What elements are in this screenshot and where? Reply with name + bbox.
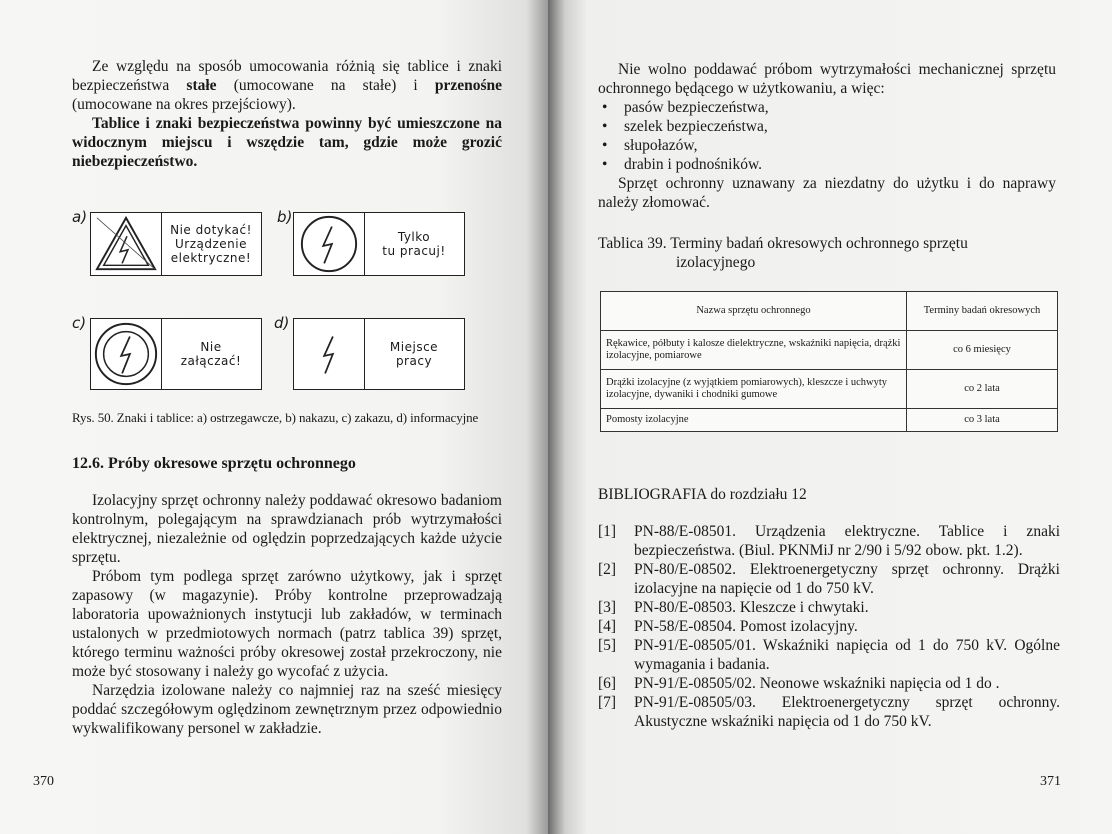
bib-text: PN-91/E-08505/02. Neonowe wskaźniki napięcia od 1 do . [634, 675, 1000, 692]
table-cell: co 3 lata [907, 409, 1058, 432]
body-text [72, 491, 502, 738]
bib-num: [3] [598, 599, 617, 616]
bib-num: [7] [598, 694, 617, 711]
bibliography-item [598, 560, 1060, 598]
right-intro: Nie wolno poddawać próbom wytrzymałości mechanicznej sprzętu ochronnego będącego w użytkowaniu, a więc: [598, 61, 1056, 97]
intro-part: Ze względu na sposób umocowania różnią się tablice i znaki bezpieczeństwa [72, 58, 502, 94]
bibliography-item [598, 617, 1060, 636]
bib-text: PN-91/E-08505/01. Wskaźniki napięcia od 1 do 750 kV. Ogólne wymagania i badania. [634, 637, 1060, 673]
table-cell: Pomosty izolacyjne [601, 409, 907, 432]
sign-warning-label [161, 213, 261, 275]
sign-mandatory [293, 212, 465, 276]
bibliography-item [598, 636, 1060, 674]
right-intro-block [598, 60, 1056, 212]
sign-text: tu pracuj! [382, 244, 446, 258]
table-cell: Drążki izolacyjne (z wyjątkiem pomiarowych), kleszcze i uchwyty izolacyjne, dywaniki i chodniki gumowe [601, 370, 907, 409]
sign-text: załączać! [180, 354, 242, 368]
left-page [0, 0, 548, 834]
table-cell: co 6 miesięcy [907, 331, 1058, 370]
bibliography-item [598, 674, 1060, 693]
figure-caption: Rys. 50. Znaki i tablice: a) ostrzegawcze, b) nakazu, c) zakazu, d) informacyjne [72, 410, 479, 425]
intro-bold-przenosne: przenośne [434, 77, 503, 94]
intro-bold-paragraph: Tablice i znaki bezpieczeństwa powinny być umieszczone na widocznym miejscu i wszędzie tam, gdzie może grozić niebezpieczeństwo. [72, 115, 502, 170]
list-item: • pasów bezpieczeństwa, [598, 98, 1056, 117]
intro-part: (umocowane na stałe) i [216, 77, 435, 94]
bibliography-item [598, 598, 1060, 617]
bibliography-item [598, 693, 1060, 731]
table-row [601, 331, 1058, 370]
sign-text: Nie [200, 340, 222, 354]
paragraph: Narzędzia izolowane należy co najmniej raz na sześć miesięcy poddać szczegółowym oględzinom zewnętrznym przez odpowiednio wykwalifikowany personel w zakładzie. [72, 682, 502, 737]
table-row [601, 409, 1058, 432]
page-number-right: 371 [1040, 774, 1061, 789]
sign-information [293, 318, 465, 390]
bullet-list [598, 98, 1056, 174]
lightning-square-icon [294, 319, 365, 389]
intro-bold-stale: stałe [186, 77, 217, 94]
inspection-table [600, 291, 1058, 432]
bib-text: PN-80/E-08503. Kleszcze i chwytaki. [634, 599, 869, 616]
bib-num: [5] [598, 637, 617, 654]
paragraph: Izolacyjny sprzęt ochronny należy poddawać okresowo badaniom kontrolnym, polegającym na sprawdzianach prób wytrzymałości elektrycznej, niezależnie od oględzin poprzedzających każde użycie sprzętu. [72, 492, 502, 566]
sign-text: pracy [395, 354, 433, 368]
sign-text: elektryczne! [170, 251, 252, 265]
lightning-circle-icon [294, 213, 365, 275]
bib-text: PN-58/E-08504. Pomost izolacyjny. [634, 618, 858, 635]
lightning-double-circle-icon [91, 319, 162, 389]
sign-d-letter: d) [274, 314, 290, 332]
bib-text: PN-91/E-08505/03. Elektroenergetyczny sprzęt ochronny. Akustyczne wskaźniki napięcia od 1 do 750 kV. [634, 694, 1060, 730]
page-number-left: 370 [33, 774, 54, 789]
bib-num: [6] [598, 675, 617, 692]
section-title: 12.6. Próby okresowe sprzętu ochronnego [72, 455, 356, 472]
table-title [598, 234, 968, 272]
after-bullets: Sprzęt ochronny uznawany za niezdatny do użytku i do naprawy należy złomować. [598, 175, 1056, 211]
sign-text: Nie dotykać! [170, 223, 252, 237]
bibliography-item [598, 522, 1060, 560]
table-row [601, 370, 1058, 409]
bib-text: PN-88/E-08501. Urządzenia elektryczne. Tablice i znaki bezpieczeństwa. (Biul. PKNMiJ nr 2/90 i 5/92 obow. pkt. 1.2). [634, 523, 1060, 559]
list-item: • drabin i podnośników. [598, 155, 1056, 174]
sign-information-label [364, 319, 464, 389]
bib-num: [4] [598, 618, 617, 635]
sign-prohibition [90, 318, 262, 390]
sign-mandatory-label [364, 213, 464, 275]
column-header: Terminy badań okresowych [907, 292, 1058, 331]
sign-c-letter: c) [72, 314, 87, 332]
bib-num: [2] [598, 561, 617, 578]
table-title-line: izolacyjnego [676, 254, 756, 271]
sign-text: Urządzenie [175, 237, 247, 251]
intro-text [72, 57, 502, 171]
bibliography-list [598, 522, 1060, 731]
bibliography-title: BIBLIOGRAFIA do rozdziału 12 [598, 486, 807, 503]
intro-paragraph [72, 57, 502, 114]
sign-a-letter: a) [72, 208, 88, 226]
sign-warning [90, 212, 262, 276]
table-cell: co 2 lata [907, 370, 1058, 409]
table-cell: Rękawice, półbuty i kalosze dielektryczne, wskaźniki napięcia, drążki izolacyjne, pomiarowe [601, 331, 907, 370]
bib-text: PN-80/E-08502. Elektroenergetyczny sprzęt ochronny. Drążki izolacyjne na napięcie od 1 do 750 kV. [634, 561, 1060, 597]
sign-text: Miejsce [389, 340, 439, 354]
list-item: • słupołazów, [598, 136, 1056, 155]
sign-text: Tylko [397, 230, 431, 244]
warning-triangle-icon [91, 213, 162, 275]
sign-prohibition-label [161, 319, 261, 389]
list-item: • szelek bezpieczeństwa, [598, 117, 1056, 136]
table-title-line: Tablica 39. Terminy badań okresowych ochronnego sprzętu [598, 235, 968, 252]
table-header-row [601, 292, 1058, 331]
intro-part: (umocowane na okres przejściowy). [72, 96, 296, 113]
sign-b-letter: b) [277, 208, 293, 226]
column-header: Nazwa sprzętu ochronnego [601, 292, 907, 331]
bib-num: [1] [598, 523, 617, 540]
paragraph: Próbom tym podlega sprzęt zarówno użytkowy, jak i sprzęt zapasowy (w magazynie). Próby kontrolne przeprowadzają laboratoria upoważnionych instytucji lub zakładów, w terminach ustalonych w przedmiotowych normach (patrz tablica 39) sprzęt, którego terminu ważności próby okresowej został przekroczony, nie może być stosowany i należy go wycofać z użycia. [72, 568, 502, 680]
